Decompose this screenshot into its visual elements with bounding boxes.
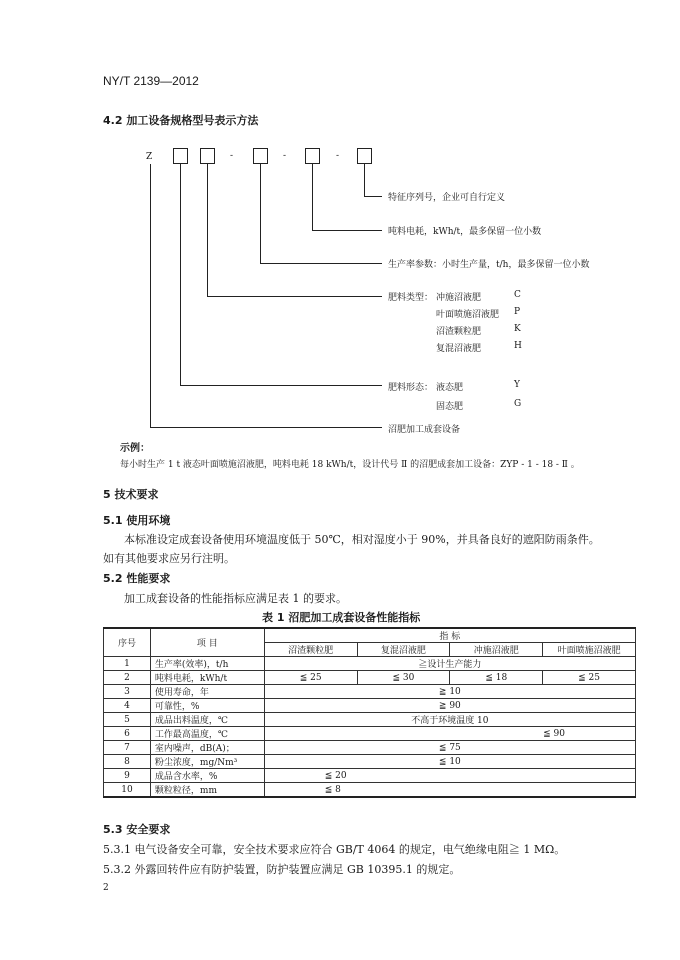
table-row [104,783,636,798]
cell-value: ≦ 75 [264,741,635,755]
table-row [104,741,636,755]
cell-value: ≧ 10 [264,685,635,699]
box-rate [253,148,268,164]
label-rate: 生产率参数：小时生产量，t/h，最多保留一位小数 [388,260,590,270]
section-5-1-heading: 5.1 使用环境 [103,514,171,527]
table-row [104,699,636,713]
leader-feature-h [364,196,382,197]
cell-seq: 1 [104,657,151,671]
cell-item: 成品出料温度，℃ [150,713,264,727]
fert-type-name: 冲施沼液肥 [436,293,482,303]
label-energy: 吨料电耗，kWh/t，最多保留一位小数 [388,227,542,237]
cell-value: ≦ 90 [264,727,635,741]
col-index-header: 指 标 [264,628,635,643]
box-energy [305,148,320,164]
leader-z-h [150,427,382,428]
sub-header: 复混沼液肥 [357,643,450,657]
table-row [104,769,636,783]
fert-type-code: C [514,290,521,300]
cell-item: 颗粒粒径，mm [150,783,264,798]
fert-type-code: H [514,341,522,351]
cell-value: ≦ 20 [264,769,635,783]
dash-3: - [336,151,340,161]
leader-type-h [207,296,382,297]
leader-form-h [180,385,382,386]
cell-value: ≦ 25 [543,671,636,685]
cell-item: 室内噪声，dB(A)； [150,741,264,755]
box-fert-form [173,148,188,164]
leader-z-v [150,164,151,428]
fert-form-name: 液态肥 [436,383,464,393]
dash-2: - [283,151,287,161]
leader-form-v [180,164,181,386]
label-fert-type-title: 肥料类型： [388,293,434,303]
cell-value: ≧ 90 [264,699,635,713]
table-row [104,755,636,769]
fert-type-code: P [514,307,521,317]
cell-seq: 7 [104,741,151,755]
cell-item: 粉尘浓度，mg/Nm³ [150,755,264,769]
fert-form-code: G [514,399,522,409]
cell-seq: 3 [104,685,151,699]
box-fert-type [200,148,215,164]
performance-table [103,627,636,798]
table-row [104,685,636,699]
prefix-z: Z [146,152,153,162]
fert-form-code: Y [514,380,520,390]
cell-value: ≧设计生产能力 [264,657,635,671]
cell-item: 工作最高温度，℃ [150,727,264,741]
col-item-header: 项 目 [150,628,264,657]
sub-header: 沼渣颗粒肥 [264,643,357,657]
label-equipment: 沼肥加工成套设备 [388,425,461,435]
section-5-3-heading: 5.3 安全要求 [103,823,171,836]
section-5-heading: 5 技术要求 [103,488,159,501]
cell-seq: 8 [104,755,151,769]
box-feature [357,148,372,164]
page-number: 2 [103,883,109,893]
example-title: 示例： [120,443,150,454]
fert-form-name: 固态肥 [436,402,464,412]
section-5-1-line2: 如有其他要求应另行注明。 [103,552,235,565]
leader-type-v [207,164,208,297]
cell-seq: 10 [104,783,151,798]
cell-seq: 5 [104,713,151,727]
leader-feature-v [364,164,365,197]
label-fert-form-title: 肥料形态： [388,383,434,393]
cell-item: 成品含水率，% [150,769,264,783]
cell-item: 生产率(效率)，t/h [150,657,264,671]
sub-header: 冲施沼液肥 [450,643,543,657]
cell-item: 使用寿命，年 [150,685,264,699]
leader-energy-h [312,230,382,231]
table-row [104,671,636,685]
standard-id: NY/T 2139—2012 [103,74,199,88]
table-row [104,727,636,741]
label-feature: 特征序列号，企业可自行定义 [388,193,506,203]
example-text: 每小时生产 1 t 液态叶面喷施沼液肥，吨料电耗 18 kWh/t，设计代号 Ⅱ 的沼肥成套加工设备：ZYP - 1 - 18 - Ⅱ 。 [120,460,580,470]
cell-value: ≦ 30 [357,671,450,685]
fert-type-code: K [514,324,521,334]
leader-rate-v [260,164,261,264]
fert-type-name: 沼渣颗粒肥 [436,327,482,337]
cell-value: ≦ 8 [264,783,635,798]
cell-seq: 2 [104,671,151,685]
cell-value: ≦ 10 [264,755,635,769]
cell-seq: 4 [104,699,151,713]
leader-rate-h [260,263,382,264]
table-caption: 表 1 沼肥加工成套设备性能指标 [262,611,421,624]
section-4-2-heading: 4.2 加工设备规格型号表示方法 [103,114,259,127]
section-5-1-line1: 本标准设定成套设备使用环境温度低于 50℃，相对湿度小于 90%，并具备良好的遮阳防雨条件。 [124,533,600,546]
col-seq-header: 序号 [104,628,151,657]
sub-header: 叶面喷施沼液肥 [543,643,636,657]
cell-value: ≦ 18 [450,671,543,685]
section-5-3-2: 5.3.2 外露回转件应有防护装置，防护装置应满足 GB 10395.1 的规定。 [103,863,461,876]
cell-item: 可靠性，% [150,699,264,713]
dash-1: - [230,151,234,161]
fert-type-name: 叶面喷施沼液肥 [436,310,500,320]
cell-item: 吨料电耗，kWh/t [150,671,264,685]
cell-value: 不高于环境温度 10 [264,713,635,727]
cell-seq: 9 [104,769,151,783]
table-row [104,713,636,727]
section-5-2-heading: 5.2 性能要求 [103,572,171,585]
fert-type-name: 复混沼液肥 [436,344,482,354]
section-5-2-line: 加工成套设备的性能指标应满足表 1 的要求。 [124,592,347,605]
leader-energy-v [312,164,313,231]
table-row [104,657,636,671]
section-5-3-1: 5.3.1 电气设备安全可靠，安全技术要求应符合 GB/T 4064 的规定，电气绝缘电阻≧ 1 MΩ。 [103,843,566,856]
cell-seq: 6 [104,727,151,741]
cell-value: ≦ 25 [264,671,357,685]
